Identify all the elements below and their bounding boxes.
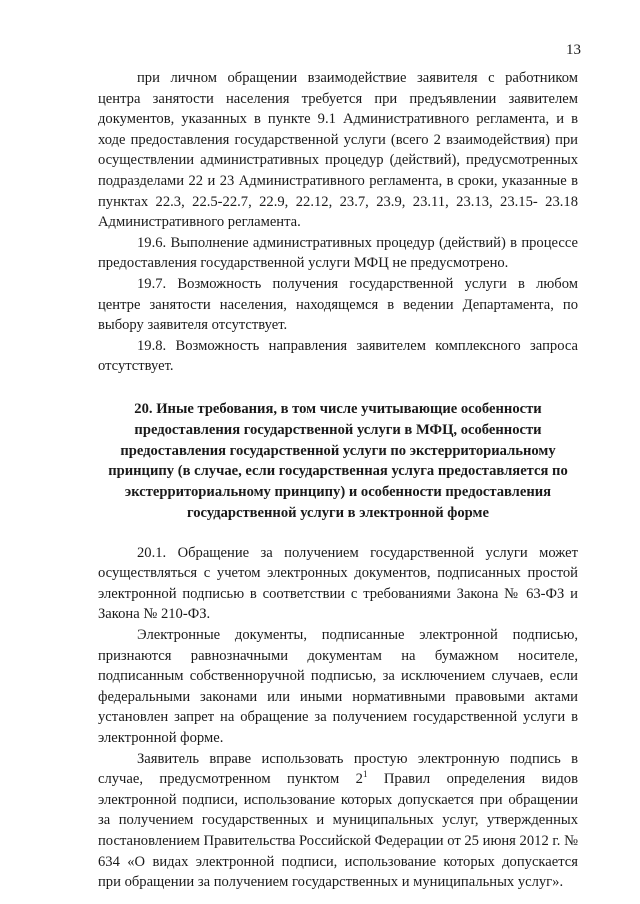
- paragraph-20-1: 20.1. Обращение за получением государственной услуги может осуществляться с учетом электронных документов, подписанных простой электронной подписью в соответствии с требованиями Закона № 63-ФЗ и Закона № 210-ФЗ.: [98, 544, 578, 623]
- paragraph-19-6: 19.6. Выполнение административных процедур (действий) в процессе предоставления государственной услуги МФЦ не предусмотрено.: [98, 234, 578, 272]
- paragraph-text-part-2: Правил определения видов электронной подписи, использование которых допускается при обращении за получением государственных и муниципальных услуг, утвержденных постановлением Правительства Российской Федерации от 25 июня 2012 г. № 634 «О видах электронной подписи, использование которых допускается при обращении за получением государственных и муниципальных услуг».: [98, 771, 578, 891]
- footnote-marker: 1: [362, 769, 368, 780]
- section-20-heading: 20. Иные требования, в том числе учитывающие особенности предоставления государственной услуги в МФЦ, особенности предоставления государственной услуги по экстерриториальному принципу (в случае, если государственная услуга предоставляется по экстерриториальному принципу) и особенности предоставления государственной услуги в электронной форме: [108, 400, 568, 521]
- paragraph-interaction: при личном обращении взаимодействие заявителя с работником центра занятости населения требуется при предъявлении заявителем документов, указанных в пункте 9.1 Административного регламента, и в ходе предоставления государственной услуги (всего 2 взаимодействия) при осуществлении административных процедур (действий), предусмотренных подразделами 22 и 23 Административного регламента, в сроки, указанные в пунктах 22.3, 22.5-22.7, 22.9, 22.12, 23.7, 23.9, 23.11, 23.13, 23.15- 23.18 Административного регламента.: [98, 70, 578, 231]
- document-body: [98, 68, 578, 893]
- page-number: 13: [566, 42, 581, 58]
- paragraph-19-8: 19.8. Возможность направления заявителем комплексного запроса отсутствует.: [98, 337, 578, 375]
- paragraph-simple-signature: [98, 749, 578, 893]
- paragraph-electronic-documents: Электронные документы, подписанные электронной подписью, признаются равнозначными документам на бумажном носителе, подписанным собственноручной подписью, за исключением случаев, если федеральными законами или иными нормативными правовыми актами установлен запрет на обращение за получением государственной услуги в электронной форме.: [98, 627, 578, 747]
- paragraph-text-part-1: Заявитель вправе использовать простую электронную подпись в случае, предусмотренном пунктом 2: [98, 750, 578, 788]
- paragraph-19-7: 19.7. Возможность получения государственной услуги в любом центре занятости населения, находящемся в ведении Департамента, по выбору заявителя отсутствует.: [98, 275, 578, 334]
